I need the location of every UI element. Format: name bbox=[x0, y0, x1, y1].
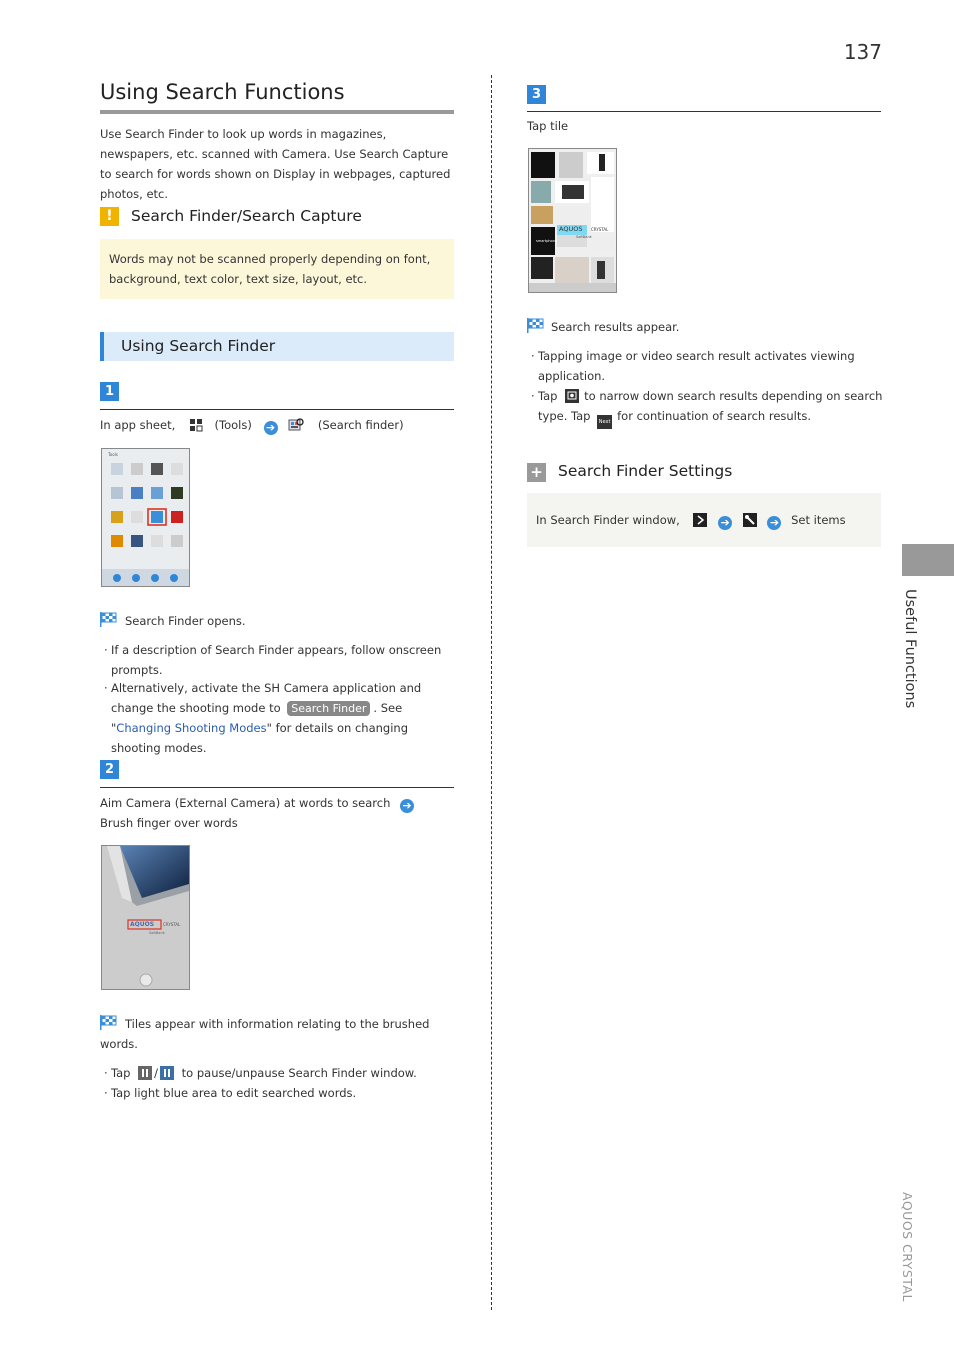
caution-text: Words may not be scanned properly depending on font, background, text color, text size, layout, etc. bbox=[109, 252, 431, 286]
step-3-instruction: Tap tile bbox=[527, 119, 569, 133]
aquos-logo: AQUOS bbox=[559, 225, 583, 233]
step-1-bullet-1: If a description of Search Finder appears, follow onscreen prompts. bbox=[111, 643, 442, 677]
crystal-logo: CRYSTAL bbox=[163, 922, 181, 927]
step-3-bullet-1: Tapping image or video search result activates viewing application. bbox=[538, 349, 855, 383]
intro-paragraph: Use Search Finder to look up words in magazines, newspapers, etc. scanned with Camera. Use Search Capture to search for words shown on Display in webpages, captured photos, etc. bbox=[100, 127, 451, 201]
arrow-right-icon: ➔ bbox=[718, 516, 732, 530]
step-3-bullet-2: Tap to narrow down search results depending on search type. Tap Next for continuation of search results. bbox=[538, 386, 883, 429]
footer-brand: AQUOS CRYSTAL bbox=[900, 1192, 915, 1302]
pause-icon bbox=[138, 1066, 152, 1080]
settings-box bbox=[527, 493, 881, 547]
step-1-rule bbox=[100, 409, 454, 410]
step-1-bullet-2: Alternatively, activate the SH Camera application and change the shooting mode to Search Finder . See "Changing Shooting Modes" for details on changing shooting modes. bbox=[111, 681, 422, 755]
search-finder-icon bbox=[288, 418, 304, 432]
tiles-illustration bbox=[529, 149, 616, 292]
step-2-result: Tiles appear with information relating to the brushed words. bbox=[100, 1017, 430, 1051]
phone-illustration bbox=[102, 846, 189, 989]
tools-label: Tools bbox=[108, 452, 118, 457]
tools-grid-icon bbox=[189, 418, 203, 432]
smartphone-label: smartphone bbox=[536, 239, 558, 243]
step-1-search-finder: (Search finder) bbox=[317, 418, 404, 432]
caution-heading: Search Finder/Search Capture bbox=[131, 207, 362, 225]
settings-heading: Search Finder Settings bbox=[558, 462, 733, 480]
changing-shooting-modes-link[interactable]: Changing Shooting Modes bbox=[116, 721, 267, 735]
step-1-prefix: In app sheet, bbox=[100, 418, 176, 432]
wrench-settings-icon bbox=[743, 513, 757, 527]
step-2-rule bbox=[100, 787, 454, 788]
next-icon: Next bbox=[597, 415, 612, 429]
camera-view-screenshot bbox=[101, 845, 190, 990]
step-2-instruction: Aim Camera (External Camera) at words to search ➔ Brush finger over words bbox=[100, 793, 456, 833]
chapter-tab bbox=[902, 544, 954, 576]
softbank-logo: SoftBank bbox=[149, 931, 165, 935]
app-sheet-screenshot bbox=[101, 448, 190, 587]
warning-icon: ! bbox=[100, 207, 119, 226]
plus-icon: + bbox=[527, 463, 546, 482]
section-heading: Using Search Finder bbox=[121, 337, 276, 355]
page-title: Using Search Functions bbox=[100, 80, 345, 104]
arrow-right-icon: ➔ bbox=[767, 516, 781, 530]
title-underline bbox=[100, 110, 454, 114]
step-3-rule bbox=[527, 111, 881, 112]
caution-box bbox=[100, 239, 454, 299]
step-3-result: Search results appear. bbox=[551, 320, 680, 334]
chapter-label: Useful Functions bbox=[902, 589, 918, 709]
section-heading-box bbox=[100, 332, 454, 361]
checkered-flag-icon bbox=[100, 612, 117, 627]
step-2-bullet-2: Tap light blue area to edit searched words. bbox=[111, 1086, 357, 1100]
search-finder-mode-chip: Search Finder bbox=[287, 701, 370, 716]
step-1-instruction bbox=[100, 415, 456, 435]
search-tiles-screenshot bbox=[528, 148, 617, 293]
settings-instruction: In Search Finder window, ➔ ➔ Set items bbox=[536, 513, 846, 529]
crystal-logo: CRYSTAL bbox=[591, 227, 609, 232]
arrow-right-icon: ➔ bbox=[400, 799, 414, 813]
step-3-badge: 3 bbox=[527, 85, 546, 104]
step-1-badge: 1 bbox=[100, 382, 119, 401]
step-2-bullet-1: Tap / to pause/unpause Search Finder window. bbox=[111, 1066, 417, 1080]
page-number: 137 bbox=[843, 40, 882, 64]
column-divider bbox=[491, 75, 492, 1310]
expand-icon bbox=[693, 513, 707, 527]
filter-icon bbox=[565, 389, 579, 403]
unpause-icon bbox=[160, 1066, 174, 1080]
step-2-badge: 2 bbox=[100, 760, 119, 779]
arrow-right-icon: ➔ bbox=[264, 421, 278, 435]
checkered-flag-icon bbox=[527, 318, 544, 333]
step-1-tools: (Tools) bbox=[214, 418, 252, 432]
aquos-logo: AQUOS bbox=[130, 921, 155, 928]
app-grid-illustration bbox=[102, 449, 189, 586]
softbank-logo: SoftBank bbox=[576, 235, 592, 239]
step-1-result: Search Finder opens. bbox=[125, 614, 246, 628]
